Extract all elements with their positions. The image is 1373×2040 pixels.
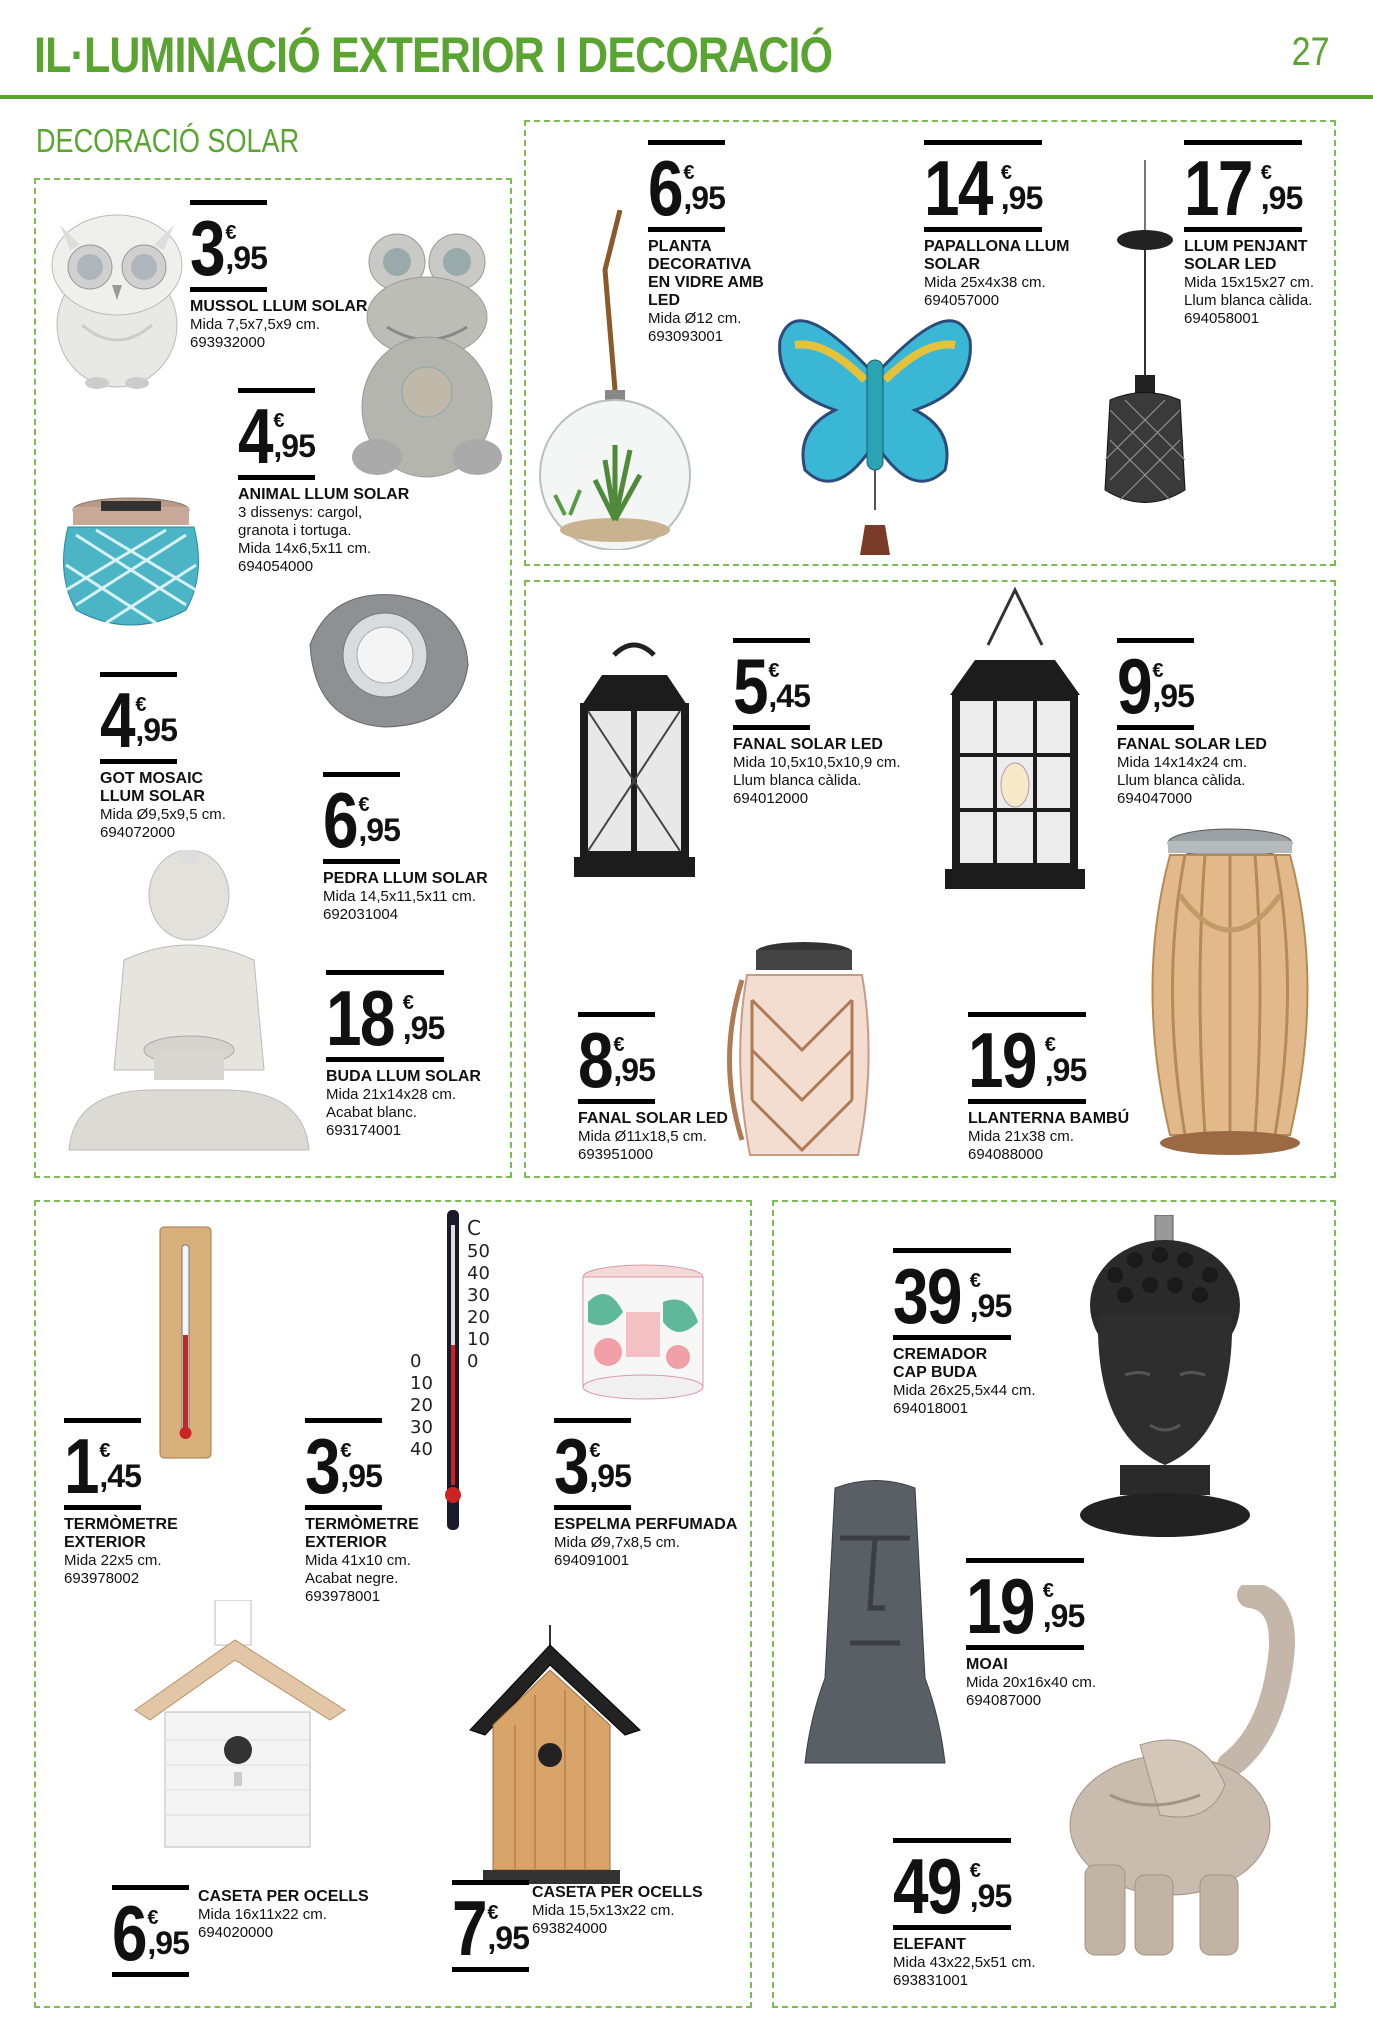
price-cents: ,95: [225, 240, 267, 276]
thermo-scale-30: 30: [467, 1285, 490, 1306]
product-name: TERMÒMETRE EXTERIOR: [305, 1516, 419, 1551]
product-description: Mida 21x38 cm.: [968, 1128, 1074, 1145]
thermo-scale-0: 0: [467, 1351, 479, 1372]
product-fanal-3: [578, 1012, 748, 1164]
product-moai: [966, 1558, 1146, 1710]
price-cents: ,95: [135, 712, 177, 748]
product-code: 694057000: [924, 292, 1000, 309]
price-tag: [305, 1418, 382, 1510]
currency-symbol: €: [273, 410, 285, 432]
price-integer: 18: [326, 974, 394, 1062]
product-name: MOAI: [966, 1656, 1008, 1673]
price-cents: ,95: [273, 428, 315, 464]
product-description: Mida Ø11x18,5 cm.: [578, 1128, 707, 1145]
currency-symbol: €: [1042, 1580, 1054, 1602]
product-description: Mida 14,5x11,5x11 cm.: [323, 888, 476, 905]
price-cents: ,95: [147, 1925, 189, 1961]
product-code: 694020000: [198, 1924, 274, 1941]
owl-image: [42, 205, 192, 390]
product-description: 3 dissenys: cargol, granota i tortuga. Mida 14x6,5x11 cm.: [238, 504, 372, 557]
product-name: FANAL SOLAR LED: [578, 1110, 728, 1127]
currency-symbol: €: [225, 222, 237, 244]
product-code: 694058001: [1184, 310, 1260, 327]
product-description: Mida 26x25,5x44 cm.: [893, 1382, 1036, 1399]
wooden-birdhouse-image: [465, 1625, 645, 1890]
product-caseta-2-info: [532, 1878, 742, 1938]
price-tag: [112, 1885, 189, 1977]
product-description: Mida 15,5x13x22 cm.: [532, 1902, 675, 1919]
price-integer: 39: [893, 1252, 961, 1340]
product-description: Mida 41x10 cm. Acabat negre.: [305, 1552, 411, 1587]
currency-symbol: €: [402, 992, 414, 1014]
product-description: Mida 43x22,5x51 cm.: [893, 1954, 1036, 1971]
price-tag: [100, 672, 177, 764]
price-cents: ,95: [1152, 678, 1194, 714]
product-name: PLANTA DECORATIVA EN VIDRE AMB LED: [648, 238, 764, 309]
product-code: 693932000: [190, 334, 266, 351]
stone-light-image: [300, 585, 475, 735]
currency-symbol: €: [613, 1034, 625, 1056]
page-number: 27: [1291, 30, 1329, 74]
price-integer: 3: [305, 1422, 339, 1510]
price-cents: ,95: [1044, 1052, 1087, 1088]
price-cents: ,95: [1260, 180, 1303, 216]
price-cents: ,95: [683, 180, 725, 216]
product-got: [100, 672, 300, 842]
product-code: 693824000: [532, 1920, 608, 1937]
product-espelma: [554, 1418, 744, 1570]
currency-symbol: €: [683, 162, 695, 184]
product-description: Mida Ø9,7x8,5 cm.: [554, 1534, 680, 1551]
price-cents: ,95: [358, 812, 400, 848]
price-integer: 17: [1184, 144, 1252, 232]
product-description: Mida 16x11x22 cm.: [198, 1906, 327, 1923]
price-cents: ,95: [969, 1878, 1012, 1914]
price-tag: [554, 1418, 631, 1510]
black-lantern-large-image: [940, 585, 1090, 895]
thermo-scale-20: 20: [467, 1307, 490, 1328]
currency-symbol: €: [1044, 1034, 1056, 1056]
product-fanal-2: [1117, 638, 1317, 808]
product-caseta-1-info: [198, 1882, 398, 1942]
product-description: Mida 21x14x28 cm. Acabat blanc.: [326, 1086, 457, 1121]
buddha-statue-image: [64, 850, 314, 1170]
thermo-scale-neg10: 10: [410, 1373, 433, 1394]
product-llanterna: [968, 1012, 1138, 1164]
price-tag: [893, 1838, 1011, 1930]
price-cents: ,45: [99, 1458, 141, 1494]
product-code: 693174001: [326, 1122, 402, 1139]
product-code: 693831001: [893, 1972, 969, 1989]
product-name: LLANTERNA BAMBÚ: [968, 1110, 1130, 1127]
price-tag: [323, 772, 400, 864]
thermo-scale-neg30: 30: [410, 1417, 433, 1438]
bamboo-lantern-image: [1140, 825, 1320, 1165]
product-name: ANIMAL LLUM SOLAR: [238, 486, 410, 503]
price-integer: 49: [893, 1842, 961, 1930]
product-name: TERMÒMETRE EXTERIOR: [64, 1516, 178, 1551]
currency-symbol: €: [589, 1440, 601, 1462]
price-tag: [924, 140, 1042, 232]
moai-statue-image: [800, 1478, 950, 1768]
product-name: LLUM PENJANT SOLAR LED: [1184, 238, 1308, 273]
product-name: ELEFANT: [893, 1936, 966, 1953]
currency-symbol: €: [99, 1440, 111, 1462]
currency-symbol: €: [487, 1902, 499, 1924]
product-code: 693093001: [648, 328, 724, 345]
currency-symbol: €: [1260, 162, 1272, 184]
mosaic-jar-image: [56, 495, 206, 635]
price-integer: 6: [323, 776, 357, 864]
price-cents: ,95: [402, 1010, 445, 1046]
price-cents: ,95: [1042, 1598, 1085, 1634]
product-code: 694012000: [733, 790, 809, 807]
product-name: MUSSOL LLUM SOLAR: [190, 298, 368, 315]
thermo-scale-neg20: 20: [410, 1395, 433, 1416]
thermo-scale-50: 50: [467, 1241, 490, 1262]
product-fanal-1: [733, 638, 943, 808]
price-tag: [966, 1558, 1084, 1650]
thermo-scale-neg0: 0: [410, 1351, 422, 1372]
thermo-scale-10: 10: [467, 1329, 490, 1350]
buddha-head-burner-image: [1070, 1215, 1260, 1540]
product-description: Mida Ø9,5x9,5 cm.: [100, 806, 226, 823]
product-description: Mida 25x4x38 cm.: [924, 274, 1046, 291]
product-name: FANAL SOLAR LED: [733, 736, 883, 753]
price-cents: ,95: [487, 1920, 529, 1956]
price-tag: [893, 1248, 1011, 1340]
product-code: 694054000: [238, 558, 314, 575]
price-tag: [64, 1418, 141, 1510]
thermo-scale-neg40: 40: [410, 1439, 433, 1460]
currency-symbol: €: [1000, 162, 1012, 184]
product-description: Mida 7,5x7,5x9 cm.: [190, 316, 321, 333]
product-termometre-1: [64, 1418, 204, 1588]
product-name: PAPALLONA LLUM SOLAR: [924, 238, 1070, 273]
product-name: ESPELMA PERFUMADA: [554, 1516, 738, 1533]
black-lantern-small-image: [562, 635, 707, 885]
product-mussol: [190, 200, 410, 352]
price-tag: [238, 388, 315, 480]
price-cents: ,45: [768, 678, 810, 714]
section-title: DECORACIÓ SOLAR: [36, 122, 300, 159]
thermo-scale-40: 40: [467, 1263, 490, 1284]
product-name: BUDA LLUM SOLAR: [326, 1068, 481, 1085]
scented-candle-image: [578, 1262, 708, 1402]
product-name: CASETA PER OCELLS: [198, 1888, 369, 1905]
product-termometre-2: [305, 1418, 455, 1606]
product-code: 693951000: [578, 1146, 654, 1163]
product-code: 694087000: [966, 1692, 1042, 1709]
price-cents: ,95: [1000, 180, 1043, 216]
price-tag: [452, 1880, 529, 1972]
price-tag: [578, 1012, 655, 1104]
product-description: Mida 22x5 cm.: [64, 1552, 162, 1569]
price-cents: ,95: [589, 1458, 631, 1494]
price-integer: 4: [238, 392, 272, 480]
price-cents: ,95: [340, 1458, 382, 1494]
price-integer: 19: [966, 1562, 1034, 1650]
price-tag: [733, 638, 810, 730]
page-title: IL·LUMINACIÓ EXTERIOR I DECORACIÓ: [34, 27, 833, 83]
price-integer: 6: [112, 1889, 146, 1977]
price-integer: 6: [648, 144, 682, 232]
product-description: Mida 15x15x27 cm. Llum blanca càlida.: [1184, 274, 1315, 309]
price-tag: [648, 140, 725, 232]
price-tag: [326, 970, 444, 1062]
price-integer: 8: [578, 1016, 612, 1104]
currency-symbol: €: [358, 794, 370, 816]
price-integer: 19: [968, 1016, 1036, 1104]
product-code: 694091001: [554, 1552, 630, 1569]
price-integer: 5: [733, 642, 767, 730]
product-cremador: [893, 1248, 1073, 1418]
product-pedra: [323, 772, 513, 924]
product-code: 694072000: [100, 824, 176, 841]
currency-symbol: €: [768, 660, 780, 682]
currency-symbol: €: [969, 1860, 981, 1882]
price-cents: ,95: [969, 1288, 1012, 1324]
price-integer: 9: [1117, 642, 1151, 730]
price-integer: 1: [64, 1422, 98, 1510]
product-name: GOT MOSAIC LLUM SOLAR: [100, 770, 205, 805]
product-code: 694047000: [1117, 790, 1193, 807]
white-birdhouse-image: [130, 1600, 350, 1860]
price-tag: [1117, 638, 1194, 730]
price-integer: 4: [100, 676, 134, 764]
product-planta: [648, 140, 798, 346]
product-description: Mida 20x16x40 cm.: [966, 1674, 1097, 1691]
thermo-scale-c: C: [467, 1216, 481, 1240]
product-description: Mida 10,5x10,5x10,9 cm. Llum blanca càlida.: [733, 754, 901, 789]
product-name: CASETA PER OCELLS: [532, 1884, 703, 1901]
title-rule: [0, 95, 1373, 99]
product-description: Mida 14x14x24 cm. Llum blanca càlida.: [1117, 754, 1248, 789]
price-cents: ,95: [613, 1052, 655, 1088]
currency-symbol: €: [147, 1907, 159, 1929]
price-tag: [968, 1012, 1086, 1104]
currency-symbol: €: [1152, 660, 1164, 682]
price-tag: [1184, 140, 1302, 232]
product-code: 694088000: [968, 1146, 1044, 1163]
price-tag: [190, 200, 267, 292]
price-integer: 3: [554, 1422, 588, 1510]
product-penjant: [1184, 140, 1334, 328]
product-buda: [326, 970, 511, 1140]
product-description: Mida Ø12 cm.: [648, 310, 742, 327]
currency-symbol: €: [340, 1440, 352, 1462]
product-code: 694018001: [893, 1400, 969, 1417]
currency-symbol: €: [969, 1270, 981, 1292]
product-code: 693978002: [64, 1570, 140, 1587]
product-code: 692031004: [323, 906, 399, 923]
price-integer: 3: [190, 204, 224, 292]
product-name: FANAL SOLAR LED: [1117, 736, 1267, 753]
currency-symbol: €: [135, 694, 147, 716]
butterfly-image: [775, 300, 975, 565]
product-papallona: [924, 140, 1094, 310]
product-code: 693978001: [305, 1588, 381, 1605]
price-integer: 7: [452, 1884, 486, 1972]
product-elefant: [893, 1838, 1073, 1990]
product-name: PEDRA LLUM SOLAR: [323, 870, 488, 887]
product-animal: [238, 388, 478, 576]
product-name: CREMADOR CAP BUDA: [893, 1346, 988, 1381]
price-integer: 14: [924, 144, 992, 232]
